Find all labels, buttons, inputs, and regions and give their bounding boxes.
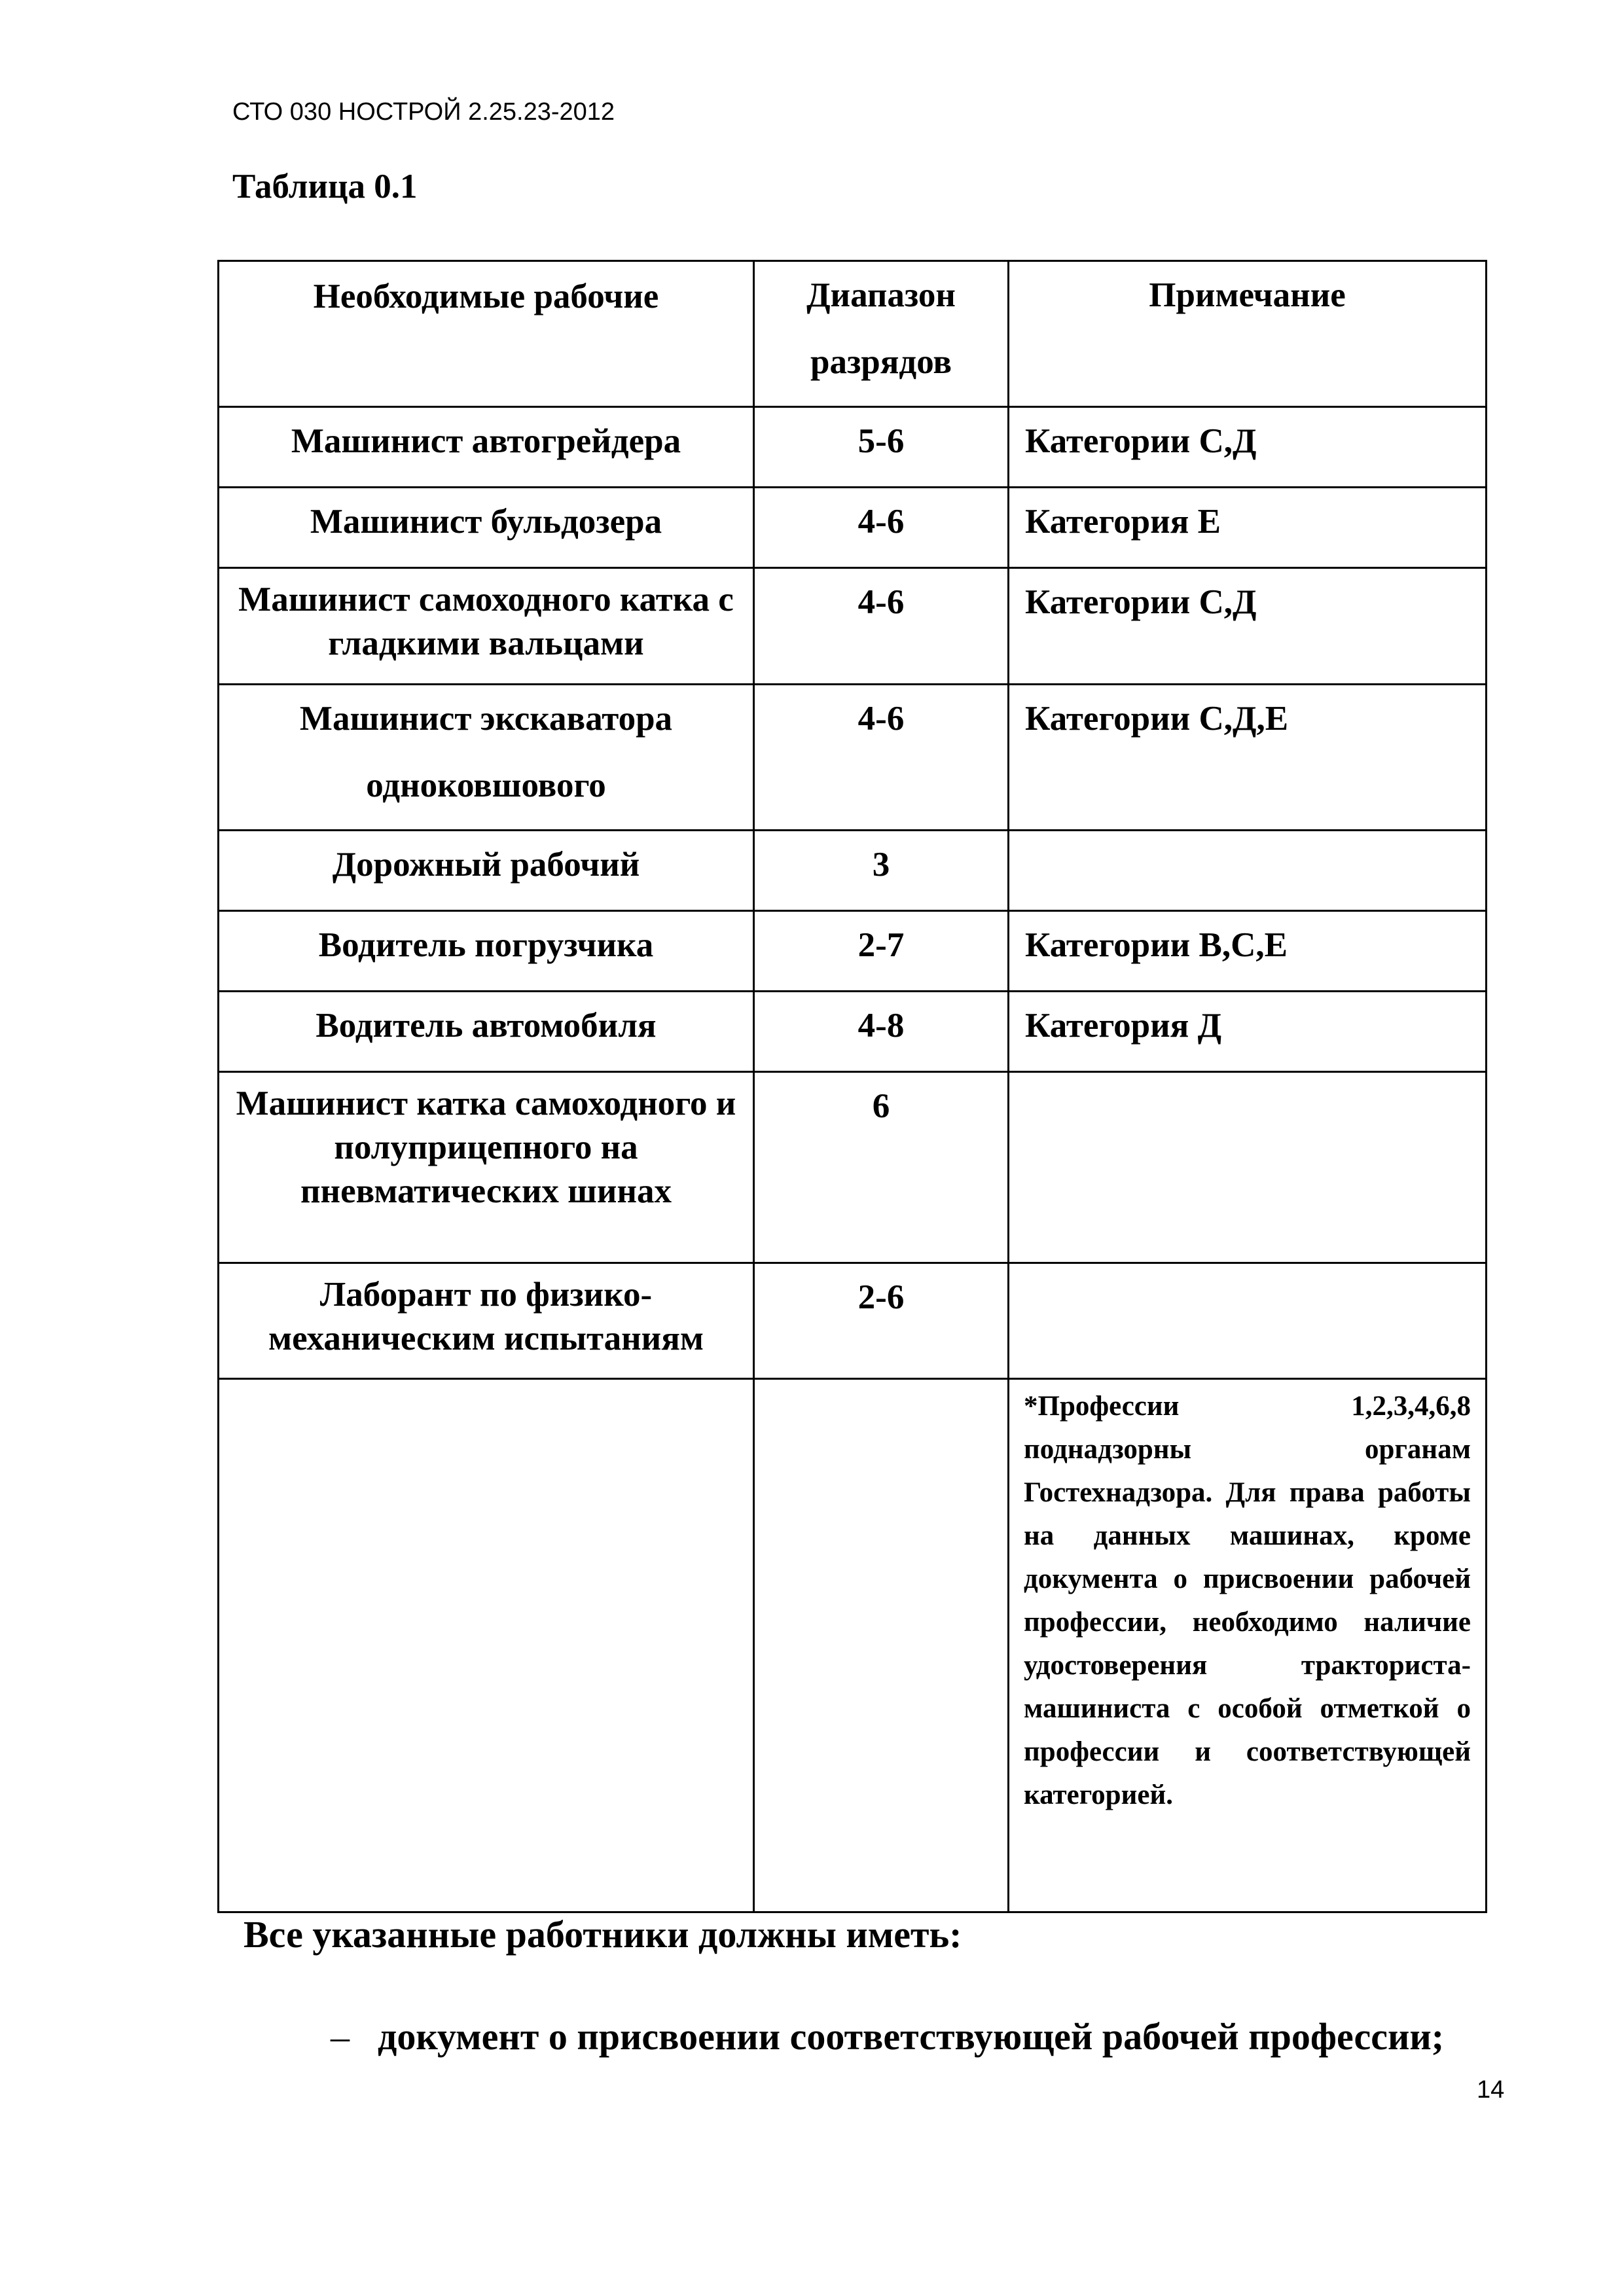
worker-cell: Дорожный рабочий (219, 831, 754, 911)
note-cell: Категории В,С,Е (1009, 911, 1487, 992)
worker-cell: Водитель автомобиля (219, 992, 754, 1072)
note-cell (1009, 1263, 1487, 1379)
table-header-row (219, 261, 1487, 407)
note-cell: Категория Е (1009, 488, 1487, 568)
page-number: 14 (1477, 2076, 1505, 2104)
range-cell: 4-6 (754, 568, 1009, 685)
note-cell: Категория Д (1009, 992, 1487, 1072)
range-cell: 4-8 (754, 992, 1009, 1072)
worker-cell: Машинист бульдозера (219, 488, 754, 568)
table-row (219, 831, 1487, 911)
note-cell: Категории С,Д (1009, 407, 1487, 488)
bullet-marker: – (331, 2015, 350, 2058)
document-code: СТО 030 НОСТРОЙ 2.25.23-2012 (232, 98, 615, 126)
footnote-row (219, 1379, 1487, 1912)
note-cell: Категории С,Д,Е (1009, 685, 1487, 831)
table-row (219, 568, 1487, 685)
table-row (219, 407, 1487, 488)
table-row (219, 488, 1487, 568)
range-cell: 5-6 (754, 407, 1009, 488)
column-header-range: Диапазон разрядов (754, 261, 1009, 407)
workers-table (217, 260, 1487, 1913)
bullet-item (331, 2015, 1444, 2058)
note-cell: Категории С,Д (1009, 568, 1487, 685)
note-cell (1009, 831, 1487, 911)
summary-text: Все указанные работники должны иметь: (244, 1913, 962, 1956)
note-cell (1009, 1072, 1487, 1263)
range-cell: 2-7 (754, 911, 1009, 992)
table-row (219, 1263, 1487, 1379)
column-header-note: Примечание (1009, 261, 1487, 407)
column-header-workers: Необходимые рабочие (219, 261, 754, 407)
worker-cell: Машинист экскаватора одноковшового (219, 685, 754, 831)
range-cell: 6 (754, 1072, 1009, 1263)
bullet-text: документ о присвоении соответствующей рабочей профессии; (378, 2015, 1445, 2058)
worker-cell: Водитель погрузчика (219, 911, 754, 992)
range-cell: 4-6 (754, 488, 1009, 568)
table-title: Таблица 0.1 (232, 168, 418, 206)
range-cell: 3 (754, 831, 1009, 911)
footnote-cell: *Профессии 1,2,3,4,6,8 поднадзорны органам Гостехнадзора. Для права работы на данных машинах, кроме документа о присвоении рабочей профессии, необходимо наличие удостоверения тракториста-машиниста с особой отметкой о профессии и соответствующей категорией. (1009, 1379, 1487, 1912)
empty-cell (754, 1379, 1009, 1912)
table-row (219, 911, 1487, 992)
worker-cell: Машинист самоходного катка с гладкими вальцами (219, 568, 754, 685)
worker-cell: Машинист катка самоходного и полуприцепного на пневматических шинах (219, 1072, 754, 1263)
worker-cell: Машинист автогрейдера (219, 407, 754, 488)
worker-cell: Лаборант по физико-механическим испытаниям (219, 1263, 754, 1379)
table-row (219, 685, 1487, 831)
table-row (219, 992, 1487, 1072)
empty-cell (219, 1379, 754, 1912)
range-cell: 2-6 (754, 1263, 1009, 1379)
table-row (219, 1072, 1487, 1263)
range-cell: 4-6 (754, 685, 1009, 831)
